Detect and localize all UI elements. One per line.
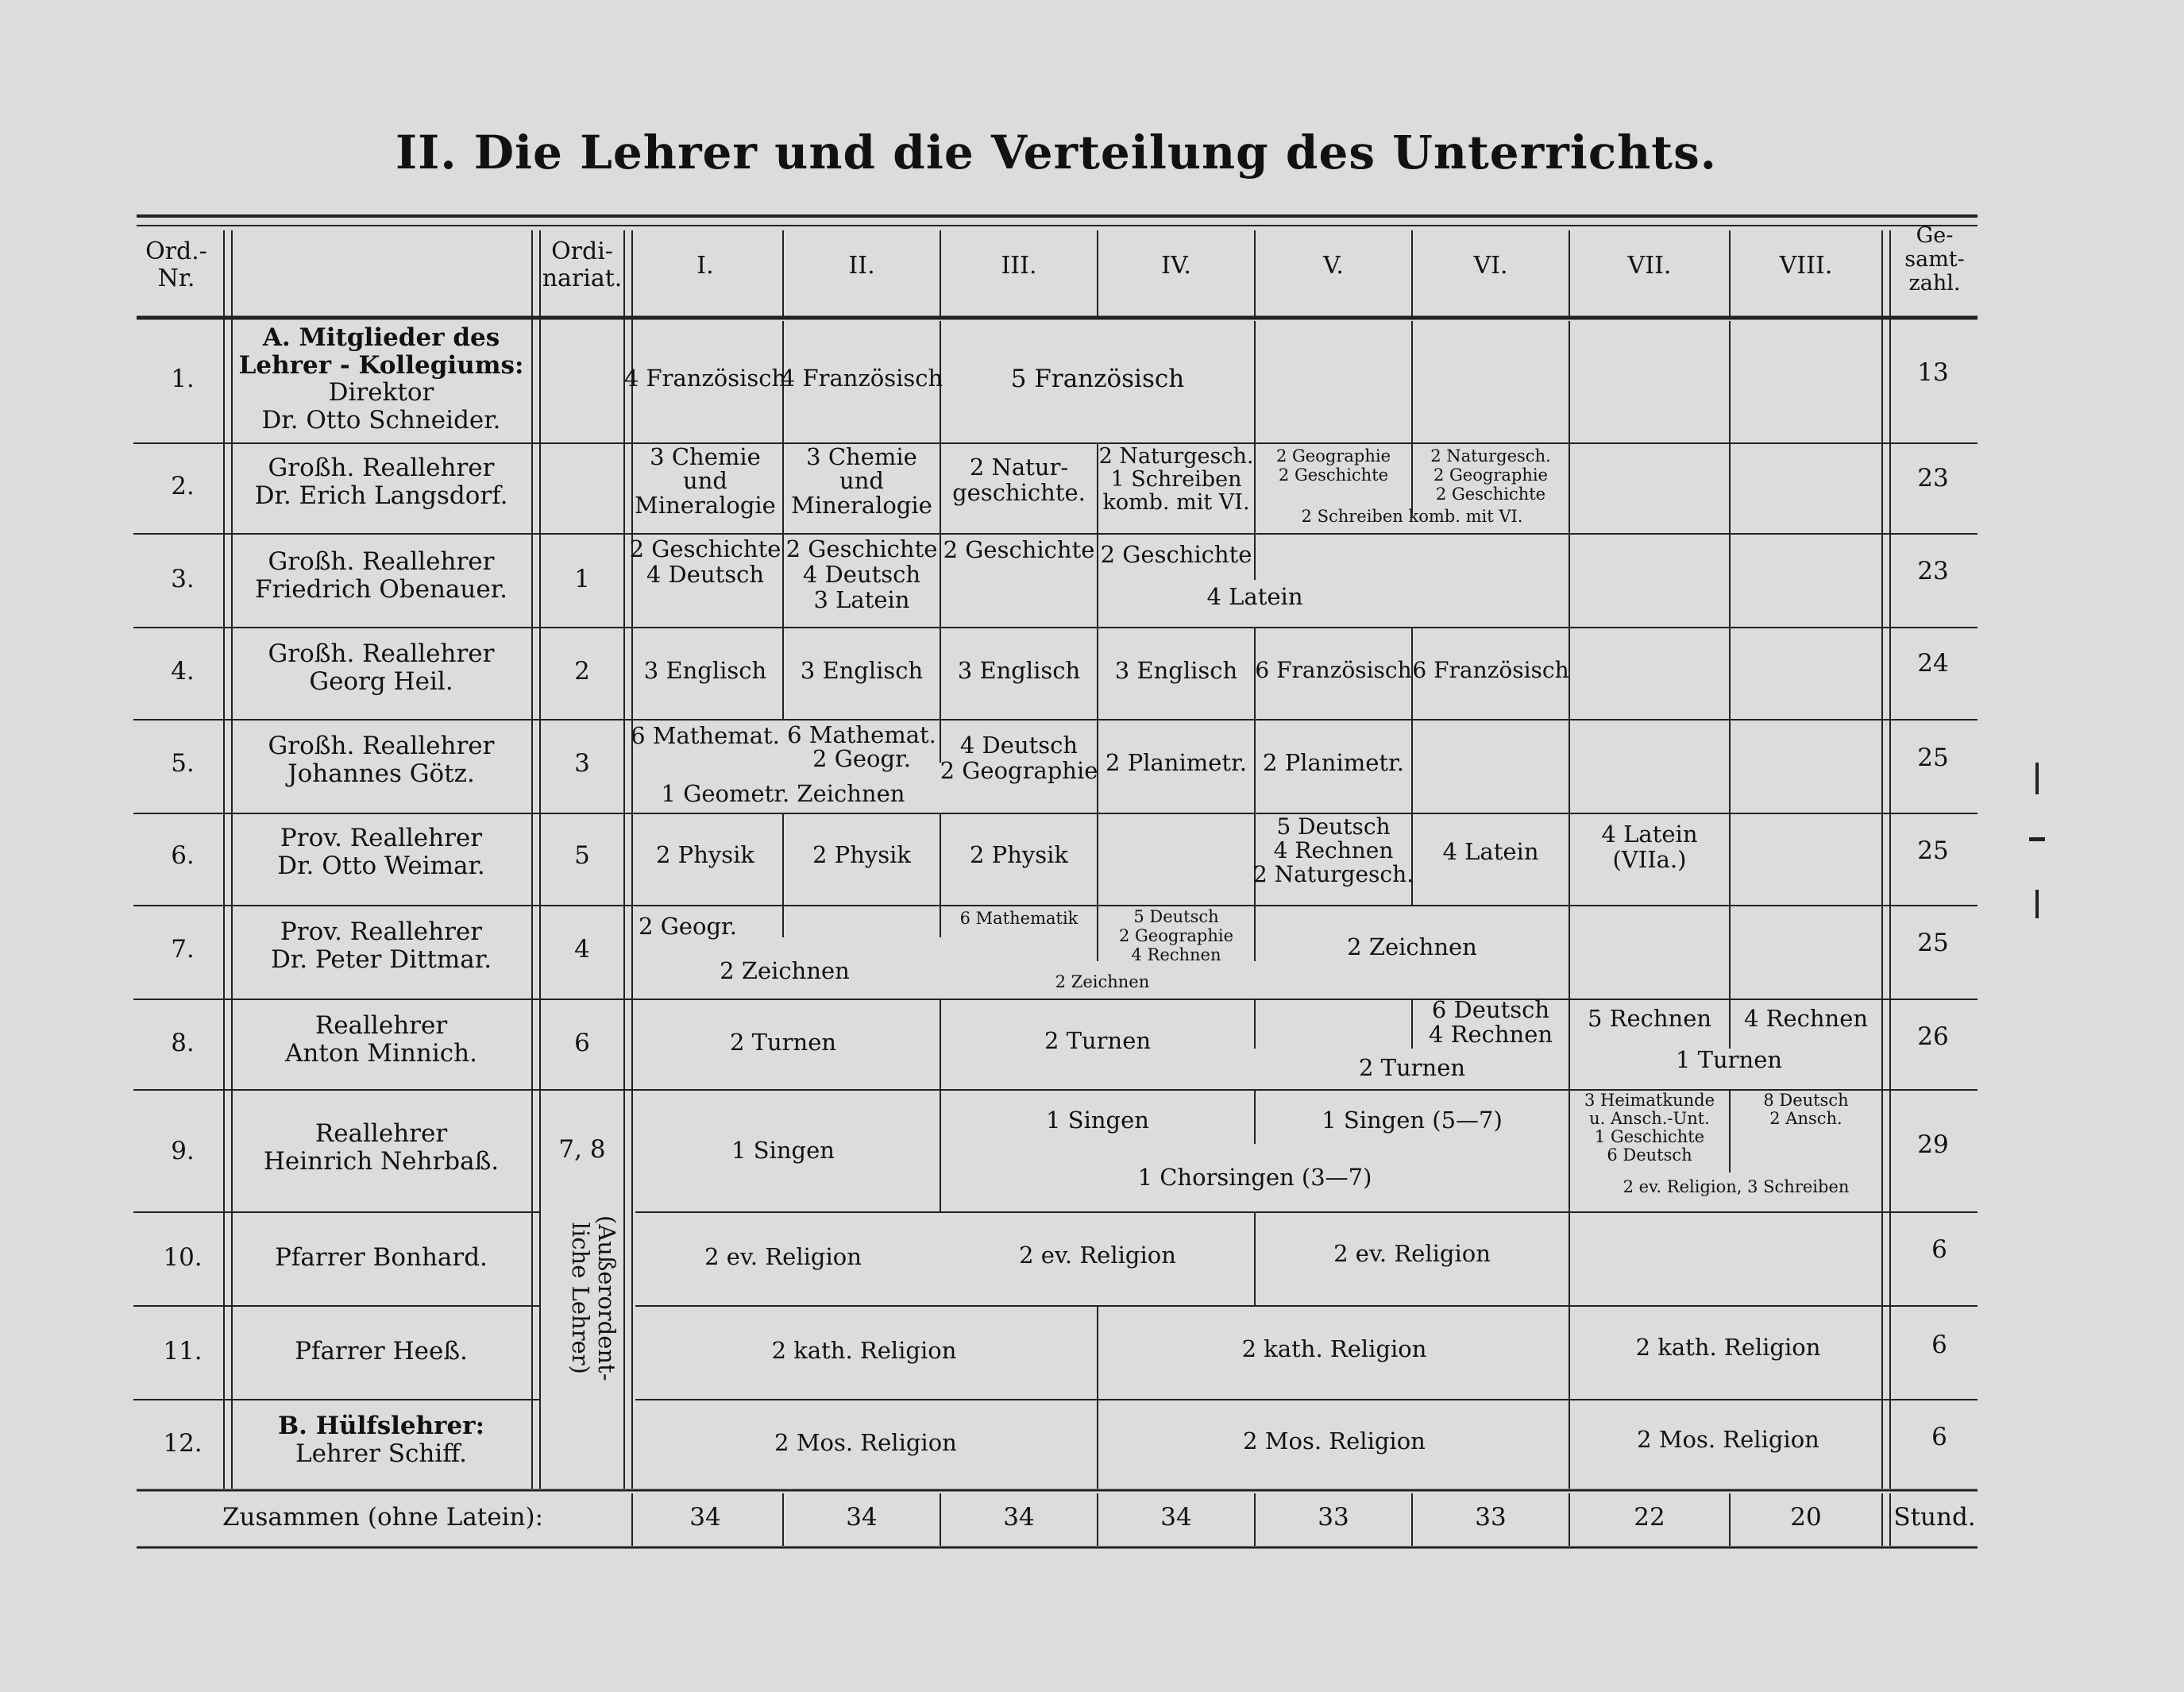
row-number: 2. <box>171 472 195 500</box>
subject-cell: 1 Singen (5—7) <box>1322 1107 1503 1134</box>
header-ord-line1: Ord.- <box>145 238 207 265</box>
row-number: 8. <box>171 1029 195 1057</box>
subject-line: 2 Geographie <box>940 757 1098 785</box>
ordinariat-cell: 3 <box>574 749 590 778</box>
row-number: 12. <box>163 1429 203 1458</box>
subject-cell: 2 Physik <box>656 841 754 868</box>
ordinariat-cell: 5 <box>574 841 590 870</box>
margin-mark <box>2035 763 2039 794</box>
subject-cell: 2 ev. Religion <box>704 1243 862 1270</box>
subject-cell: 2 Turnen <box>1044 1027 1152 1054</box>
subject-line: 4 Rechnen <box>1428 1021 1553 1049</box>
subject-line: 2 Naturgesch. <box>1098 444 1254 469</box>
total-class-VIII: 20 <box>1790 1503 1822 1532</box>
subject-line: 3 Chemie <box>806 443 917 470</box>
section-heading: Lehrer - Kollegiums: <box>238 350 524 380</box>
subject-cell <box>630 537 781 588</box>
subject-cell: 2 kath. Religion <box>1241 1335 1427 1362</box>
name-line: Anton Minnich. <box>285 1038 477 1068</box>
subject-cell: 2 kath. Religion <box>771 1337 957 1364</box>
header-class-IV: IV. <box>1161 252 1191 280</box>
subject-cell <box>1119 907 1233 964</box>
subject-cell <box>1763 1091 1848 1128</box>
subject-cell: 1 Chorsingen (3—7) <box>1137 1164 1372 1191</box>
subject-line: 6 Deutsch <box>1431 996 1550 1023</box>
row-number: 11. <box>163 1337 203 1366</box>
subject-line: 2 Geschichte <box>785 535 938 562</box>
subject-cell <box>952 454 1086 506</box>
name-line: Dr. Otto Schneider. <box>261 406 501 435</box>
name-line: Reallehrer <box>314 1119 448 1148</box>
teacher-name <box>268 640 495 695</box>
name-line: Pfarrer Heeß. <box>295 1337 468 1366</box>
subject-cell <box>1429 998 1553 1048</box>
teacher-name <box>277 825 485 879</box>
subject-cell: 1 Geometr. Zeichnen <box>661 780 905 807</box>
subject-cell: 1 Turnen <box>1675 1046 1783 1073</box>
subject-cell: 6 Mathemat. <box>631 722 780 749</box>
subject-line: 4 Deutsch <box>802 560 921 588</box>
name-line: Großh. Reallehrer <box>268 547 495 576</box>
name-line: Pfarrer Bonhard. <box>275 1243 488 1272</box>
header-class-III: III. <box>1001 252 1037 280</box>
name-line: Dr. Peter Dittmar. <box>270 945 492 974</box>
subject-cell <box>1253 815 1414 887</box>
row-total: 6 <box>1931 1423 1947 1451</box>
subject-cell: 2 Geschichte <box>1100 541 1252 568</box>
header-class-I: I. <box>696 252 714 280</box>
subject-cell: 3 Englisch <box>643 657 767 684</box>
row-total: 25 <box>1917 836 1949 865</box>
teacher-name <box>278 1412 484 1467</box>
subject-line: 1 Geschichte <box>1594 1127 1705 1147</box>
subject-cell: 2 Schreiben komb. mit VI. <box>1301 507 1523 526</box>
subject-line: 4 Deutsch <box>646 560 765 588</box>
subject-line: und <box>839 467 884 495</box>
name-line: Prov. Reallehrer <box>280 917 483 946</box>
subject-cell: 2 Physik <box>812 841 911 868</box>
subject-line: 2 Geschichte <box>1278 465 1389 485</box>
teacher-name <box>268 732 495 787</box>
subject-line: 2 Naturgesch. <box>1430 446 1551 465</box>
header-ges-line2: samt- <box>1904 247 1965 272</box>
teacher-name <box>255 548 507 603</box>
subject-line: geschichte. <box>952 479 1086 507</box>
header-gesamtzahl <box>1904 224 1965 296</box>
name-line: Großh. Reallehrer <box>268 639 495 668</box>
row-total: 29 <box>1917 1130 1949 1159</box>
totals-label: Zusammen (ohne Latein): <box>222 1503 544 1532</box>
subject-cell: 2 Zeichnen <box>720 957 850 984</box>
name-line: Heinrich Nehrbaß. <box>263 1146 500 1176</box>
subject-cell: 2 Turnen <box>729 1029 837 1056</box>
teacher-name <box>239 324 524 435</box>
subject-line: 4 Latein <box>1601 821 1698 848</box>
teacher-name <box>271 918 492 973</box>
subject-cell: 4 Latein <box>1206 583 1303 610</box>
ordinariat-cell: 4 <box>574 935 590 964</box>
header-ges-line1: Ge- <box>1916 223 1954 248</box>
subject-cell: 5 Französisch <box>1010 365 1185 393</box>
subject-line: 6 Mathemat. <box>787 721 936 748</box>
name-line: Reallehrer <box>314 1011 448 1040</box>
row-total: 24 <box>1917 649 1949 678</box>
subject-line: Mineralogie <box>791 491 932 519</box>
subject-line: 2 Geographie <box>1119 926 1233 946</box>
row-total: 25 <box>1917 929 1949 957</box>
teacher-name <box>264 1120 499 1175</box>
subject-cell: 2 kath. Religion <box>1635 1334 1821 1361</box>
name-line: Friedrich Obenauer. <box>255 574 507 604</box>
subject-cell: 2 Turnen <box>1358 1054 1466 1081</box>
name-line: Direktor <box>328 378 434 408</box>
subject-line: 4 Rechnen <box>1273 837 1394 864</box>
subject-line: 5 Deutsch <box>1276 813 1391 840</box>
header-ordinariat-line2: nariat. <box>542 264 623 292</box>
subject-cell: 1 Singen <box>1046 1107 1149 1134</box>
row-number: 10. <box>163 1243 203 1272</box>
subject-cell <box>787 723 936 771</box>
total-class-I: 34 <box>689 1503 721 1532</box>
name-line: Großh. Reallehrer <box>268 732 495 760</box>
subject-cell: 6 Französisch <box>1412 657 1569 683</box>
name-line: Lehrer Schiff. <box>295 1439 467 1468</box>
row-number: 9. <box>171 1137 195 1165</box>
page-title: II. Die Lehrer und die Verteilung des Unterrichts. <box>396 126 1717 180</box>
total-class-VII: 22 <box>1634 1503 1665 1532</box>
subject-cell: 2 Zeichnen <box>1347 933 1477 960</box>
name-line: Prov. Reallehrer <box>280 824 483 852</box>
subject-cell: 2 Geschichte <box>943 536 1095 563</box>
subject-cell: 3 Englisch <box>957 657 1081 684</box>
subject-cell: 4 Latein <box>1442 838 1539 865</box>
subject-line: 2 Geographie <box>1276 446 1391 465</box>
subject-line: (VIIa.) <box>1612 846 1687 874</box>
subject-cell: 1 Singen <box>731 1137 835 1164</box>
subject-line: komb. mit VI. <box>1102 490 1250 516</box>
subject-cell: 3 Englisch <box>800 657 924 684</box>
ordinariat-cell: 6 <box>574 1029 590 1057</box>
ausserordentliche-lehrer-label <box>566 1215 619 1381</box>
row-total: 6 <box>1931 1331 1947 1359</box>
row-number: 1. <box>171 365 195 393</box>
subject-cell: 2 Mos. Religion <box>1637 1426 1819 1453</box>
subject-line: 2 Geographie <box>1433 465 1548 485</box>
subject-cell <box>1602 821 1698 873</box>
row-number: 6. <box>171 841 195 870</box>
subject-line: 3 Chemie <box>650 443 761 470</box>
subject-line: 2 Natur- <box>969 454 1069 481</box>
section-heading: A. Mitglieder des <box>262 323 500 352</box>
subject-line: 4 Deutsch <box>959 732 1078 759</box>
row-total: 26 <box>1917 1022 1949 1051</box>
subject-cell: 2 Mos. Religion <box>1243 1427 1426 1454</box>
row-total: 6 <box>1931 1235 1947 1264</box>
subject-cell: 2 Geogr. <box>639 913 737 940</box>
header-ord-line2: Nr. <box>157 264 195 292</box>
subject-cell <box>1584 1091 1715 1165</box>
teacher-name <box>255 454 508 509</box>
subject-cell <box>791 445 932 517</box>
subject-cell: 6 Französisch <box>1255 657 1412 683</box>
note-line: liche Lehrer) <box>566 1222 594 1374</box>
subject-cell: 2 Mos. Religion <box>774 1429 957 1456</box>
header-ord-nr <box>145 238 207 292</box>
subject-cell <box>1430 446 1551 504</box>
total-class-IV: 34 <box>1160 1503 1192 1532</box>
name-line: Georg Heil. <box>309 666 453 696</box>
section-heading: B. Hülfslehrer: <box>277 1412 485 1440</box>
subject-cell: 6 Mathematik <box>959 909 1078 928</box>
header-class-V: V. <box>1323 252 1344 280</box>
row-number: 3. <box>171 565 195 593</box>
note-line: (Außerordent- <box>593 1215 620 1381</box>
subject-cell: 4 Rechnen <box>1743 1005 1869 1032</box>
row-total: 23 <box>1917 464 1949 493</box>
subject-line: u. Ansch.-Unt. <box>1589 1109 1710 1129</box>
subject-line: 3 Heimatkunde <box>1584 1091 1715 1110</box>
subject-line: 3 Latein <box>813 585 910 613</box>
subject-line: 5 Deutsch <box>1133 907 1219 926</box>
ordinariat-cell: 7, 8 <box>558 1135 606 1164</box>
header-ordinariat <box>542 238 623 292</box>
subject-cell: 2 Physik <box>970 841 1068 868</box>
subject-cell: 2 ev. Religion, 3 Schreiben <box>1623 1177 1850 1196</box>
subject-cell: 2 ev. Religion <box>1019 1242 1176 1269</box>
name-line: Dr. Erich Langsdorf. <box>254 481 508 510</box>
subject-line: Mineralogie <box>635 491 776 519</box>
margin-mark <box>2029 837 2045 841</box>
name-line: Johannes Götz. <box>287 759 475 788</box>
ordinariat-cell: 2 <box>574 657 590 686</box>
margin-mark <box>2035 890 2039 918</box>
total-class-VI: 33 <box>1475 1503 1507 1532</box>
row-number: 5. <box>171 749 195 778</box>
header-class-VII: VII. <box>1627 252 1672 280</box>
subject-line: 4 Rechnen <box>1131 945 1221 965</box>
subject-cell <box>940 732 1098 784</box>
header-class-VI: VI. <box>1473 252 1508 280</box>
subject-cell: 5 Rechnen <box>1587 1005 1712 1032</box>
subject-line: 2 Ansch. <box>1769 1109 1843 1129</box>
header-ordinariat-line1: Ordi- <box>551 238 613 265</box>
subject-cell <box>1099 445 1254 514</box>
header-class-VIII: VIII. <box>1779 252 1833 280</box>
subject-cell: 2 ev. Religion <box>1333 1240 1491 1267</box>
subject-line: 2 Geschichte <box>629 535 781 562</box>
subject-line: 2 Geschichte <box>1435 485 1546 504</box>
total-class-II: 34 <box>846 1503 878 1532</box>
row-number: 4. <box>171 657 195 686</box>
row-total: 13 <box>1917 358 1949 387</box>
subject-cell: 4 Französisch <box>780 365 943 392</box>
teacher-name <box>275 1244 488 1272</box>
subject-line: 1 Schreiben <box>1110 467 1242 493</box>
total-class-III: 34 <box>1003 1503 1035 1532</box>
subject-cell: 2 Planimetr. <box>1106 749 1247 776</box>
subject-cell: 4 Französisch <box>623 365 787 392</box>
header-ges-line3: zahl. <box>1908 271 1961 296</box>
row-number: 7. <box>171 935 195 964</box>
name-line: Dr. Otto Weimar. <box>277 851 485 880</box>
subject-line: 2 Naturgesch. <box>1252 861 1414 888</box>
subject-cell <box>1276 446 1391 485</box>
subject-line: 6 Deutsch <box>1607 1145 1692 1165</box>
subject-cell: 2 Zeichnen <box>1055 972 1150 991</box>
teacher-name <box>285 1012 477 1067</box>
header-class-II: II. <box>848 252 875 280</box>
subject-cell: 3 Englisch <box>1114 657 1238 684</box>
subject-cell <box>786 537 938 613</box>
row-total: 25 <box>1917 744 1949 772</box>
ordinariat-cell: 1 <box>574 565 590 593</box>
total-class-V: 33 <box>1318 1503 1349 1532</box>
total-unit: Stund. <box>1893 1503 1976 1532</box>
row-total: 23 <box>1917 557 1949 585</box>
subject-cell <box>635 445 776 517</box>
subject-line: und <box>683 467 727 495</box>
teacher-name <box>295 1338 468 1366</box>
name-line: Großh. Reallehrer <box>268 454 495 482</box>
subject-line: 2 Geogr. <box>812 745 911 773</box>
subject-cell: 2 Planimetr. <box>1263 749 1404 776</box>
subject-line: 8 Deutsch <box>1763 1091 1849 1110</box>
